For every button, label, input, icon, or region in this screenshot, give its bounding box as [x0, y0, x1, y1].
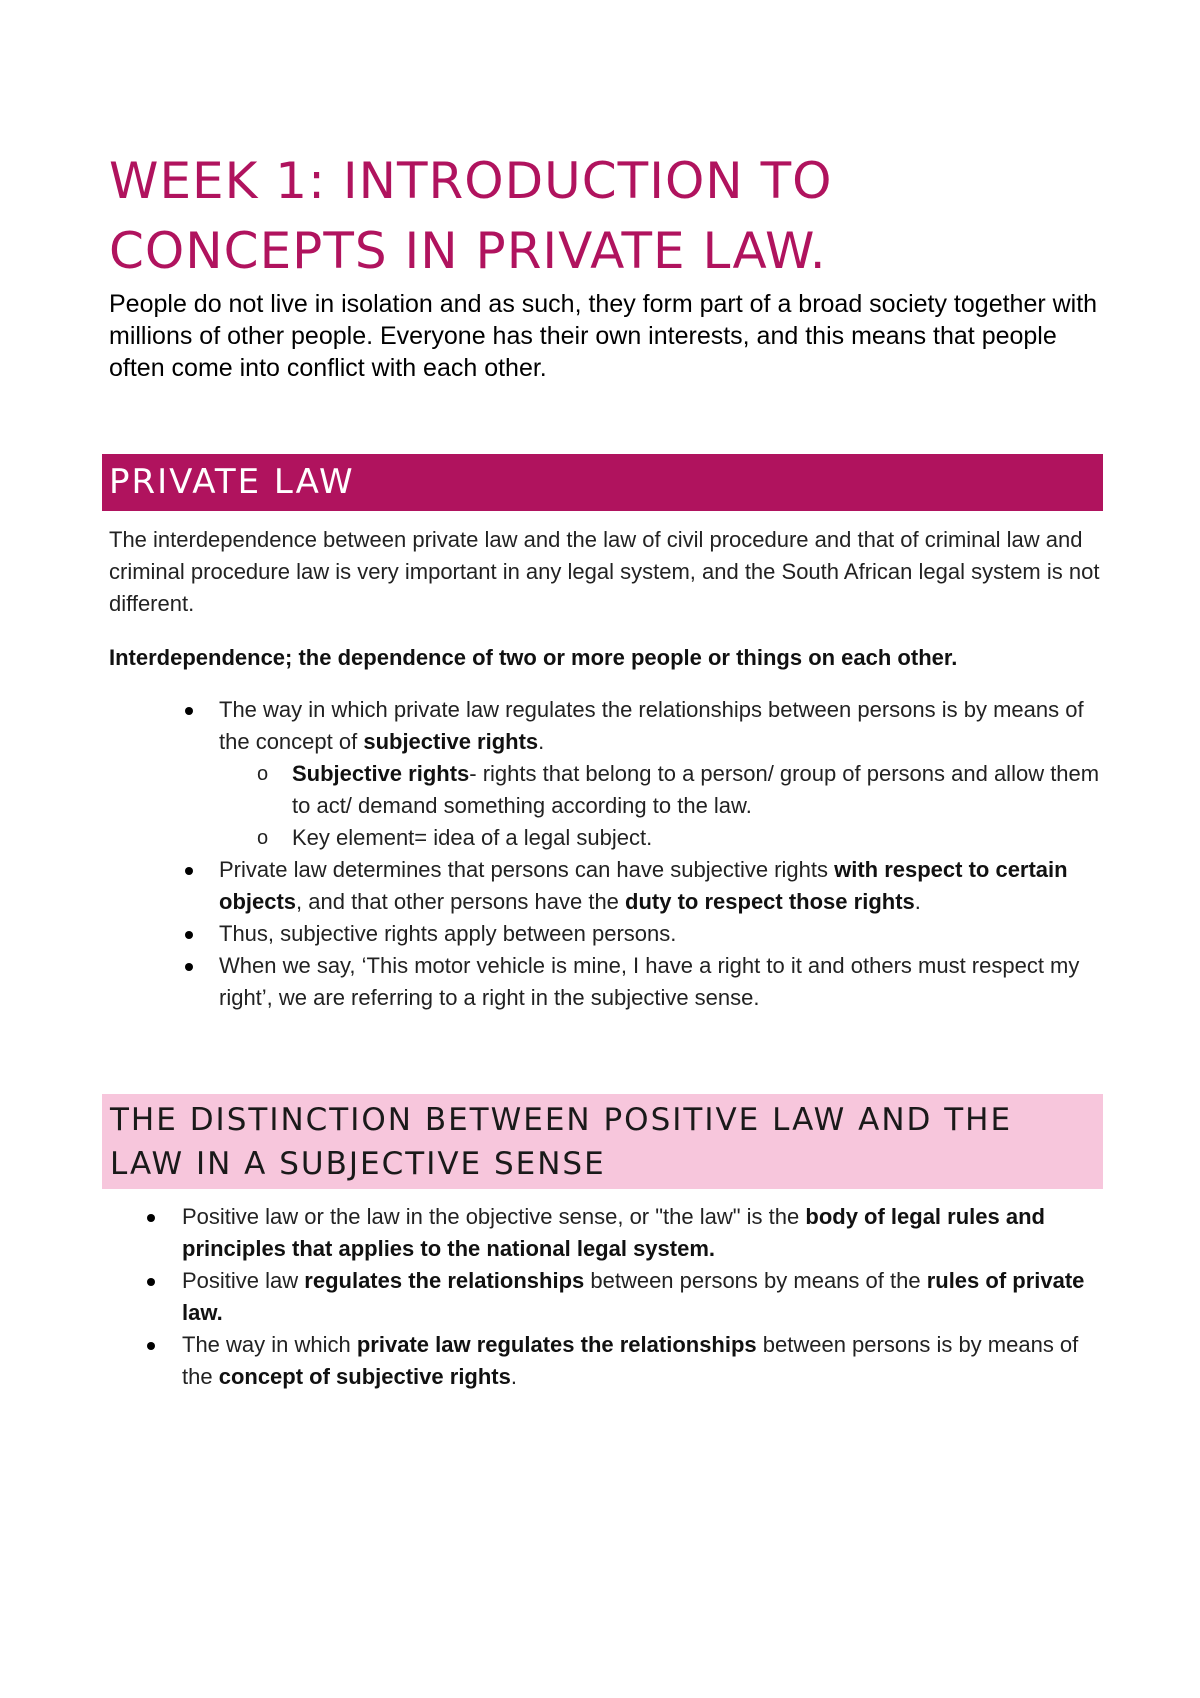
list-item-text: .	[914, 889, 921, 914]
list-item-text: Thus, subjective rights apply between persons.	[219, 921, 677, 946]
list-item-text: Private law determines that persons can have subjective rights	[219, 857, 835, 882]
list-item-text: Positive law	[182, 1268, 305, 1293]
list-item	[109, 1329, 1104, 1393]
list-item-text: When we say, ‘This motor vehicle is mine, I have a right to it and others must respect my right’, we are referring to a right in the subjective sense.	[219, 953, 1080, 1010]
list-item	[109, 1201, 1104, 1265]
positive-law-bullet-list	[109, 1201, 1104, 1393]
list-item	[109, 854, 1104, 918]
list-item-text: The way in which	[182, 1332, 357, 1357]
bullet-icon	[185, 707, 193, 715]
sub-list-item	[109, 822, 1104, 854]
bullet-icon	[147, 1214, 155, 1222]
list-item-bold: rules of private law.	[182, 1268, 1085, 1325]
section-heading-positive-law: THE DISTINCTION BETWEEN POSITIVE LAW AND THE LAW IN A SUBJECTIVE SENSE	[102, 1094, 1103, 1189]
bullet-icon	[185, 931, 193, 939]
list-item-bold: regulates the relationships	[304, 1268, 585, 1293]
list-item-bold: with respect to certain objects	[219, 857, 1068, 914]
list-item-bold: subjective rights	[363, 729, 539, 754]
list-item-bold: body of legal rules and principles that applies to the national legal system.	[182, 1204, 1045, 1261]
list-item-text: between persons is by means of the	[182, 1332, 1079, 1389]
list-item-text: between persons by means of the	[584, 1268, 927, 1293]
list-item	[109, 918, 1104, 950]
list-item-bold: concept of subjective rights	[218, 1364, 511, 1389]
list-item-text: .	[510, 1364, 517, 1389]
bullet-icon	[185, 963, 193, 971]
list-item-text: Positive law or the law in the objective sense, or "the law" is the	[182, 1204, 806, 1229]
list-item-text: The way in which private law regulates the relationships between persons is by means of the concept of	[219, 697, 1084, 754]
list-item	[109, 694, 1104, 854]
intro-paragraph: People do not live in isolation and as such, they form part of a broad society together with millions of other people. Everyone has their own interests, and this means that people often come into conflict with each other.	[109, 290, 1098, 382]
list-item-bold: private law regulates the relationships	[356, 1332, 757, 1357]
circle-bullet-icon: o	[257, 827, 269, 849]
list-item-text: .	[538, 729, 545, 754]
section-heading-private-law: PRIVATE LAW	[102, 454, 1103, 511]
definition-line: Interdependence; the dependence of two or more people or things on each other.	[109, 645, 958, 670]
sub-list-item-text: - rights that belong to a person/ group of persons and allow them to act/ demand something according to the law.	[292, 761, 1100, 818]
page-title: WEEK 1: INTRODUCTION TO CONCEPTS IN PRIVATE LAW.	[109, 152, 833, 280]
section-paragraph: The interdependence between private law and the law of civil procedure and that of criminal law and criminal procedure law is very important in any legal system, and the South African legal system is not different.	[109, 527, 1100, 616]
list-item	[109, 1265, 1104, 1329]
circle-bullet-icon: o	[257, 763, 269, 785]
bullet-icon	[185, 867, 193, 875]
list-item	[109, 950, 1104, 1014]
list-item-bold: duty to respect those rights	[625, 889, 915, 914]
sub-list	[219, 758, 1104, 854]
bullet-icon	[147, 1278, 155, 1286]
sub-list-item-bold: Subjective rights	[292, 761, 470, 786]
private-law-bullet-list	[109, 694, 1104, 1014]
list-item-text: , and that other persons have the	[296, 889, 626, 914]
sub-list-item-text: Key element= idea of a legal subject.	[292, 825, 653, 850]
bullet-icon	[147, 1342, 155, 1350]
sub-list-item	[109, 758, 1104, 822]
